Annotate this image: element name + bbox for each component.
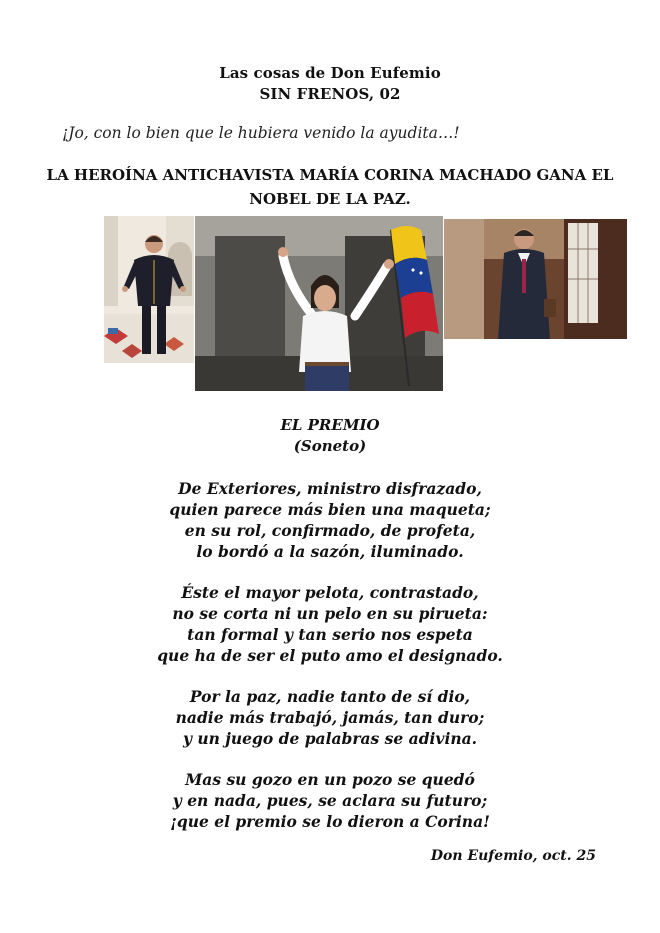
verse-line: De Exteriores, ministro disfrazado, — [178, 479, 482, 498]
man-in-uniform-photo — [104, 216, 194, 363]
verse-line: no se corta ni un pelo en su pirueta: — [172, 604, 488, 623]
verse-line: ¡que el premio se lo dieron a Corina! — [170, 812, 490, 831]
woman-with-venezuelan-flag-photo — [195, 216, 443, 391]
verse-line: nadie más trabajó, jamás, tan duro; — [175, 708, 485, 727]
subtitle-quote: ¡Jo, con lo bien que le hubiera venido la ayudita…! — [62, 124, 460, 142]
verse-line: y en nada, pues, se aclara su futuro; — [172, 791, 488, 810]
column-series: SIN FRENOS, 02 — [259, 85, 401, 103]
verse-line: Mas su gozo en un pozo se quedó — [185, 770, 475, 789]
author-signature: Don Eufemio, oct. 25 — [430, 848, 596, 864]
verse-line: quien parece más bien una maqueta; — [169, 500, 491, 519]
verse-line: que ha de ser el puto amo el designado. — [157, 646, 503, 665]
verse-line: Éste el mayor pelota, contrastado, — [181, 583, 479, 602]
verse-line: tan formal y tan serio nos espeta — [187, 625, 473, 644]
column-title: Las cosas de Don Eufemio — [219, 64, 441, 82]
verse-line: en su rol, confirmado, de profeta, — [184, 521, 476, 540]
man-in-suit-photo — [444, 219, 627, 339]
verse-line: Por la paz, nadie tanto de sí dio, — [189, 687, 471, 706]
poem-form: (Soneto) — [293, 437, 367, 455]
headline-line-1: LA HEROÍNA ANTICHAVISTA MARÍA CORINA MACHADO GANA EL — [46, 166, 614, 184]
poem-title: EL PREMIO — [280, 416, 380, 434]
verse-line: y un juego de palabras se adivina. — [182, 729, 478, 748]
verse-line: lo bordó a la sazón, iluminado. — [196, 542, 464, 561]
headline-line-2: NOBEL DE LA PAZ. — [249, 190, 411, 208]
